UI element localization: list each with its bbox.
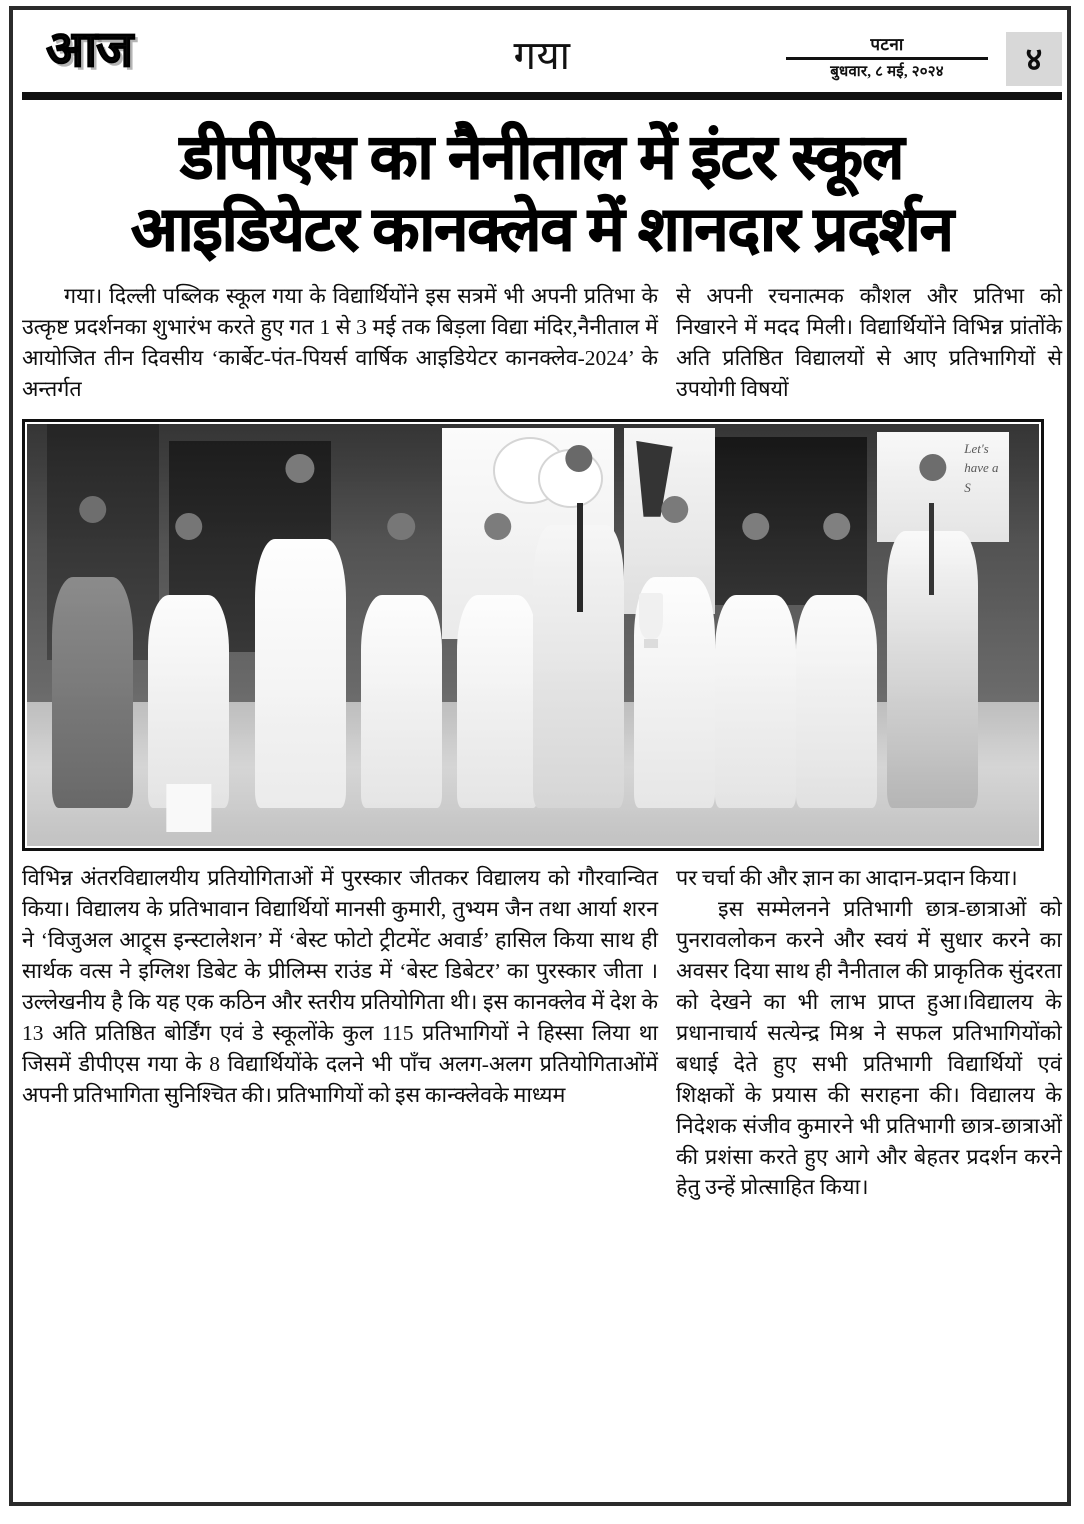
signboard-line-1: Let's (964, 440, 989, 456)
column-left-top (22, 281, 658, 405)
photo-person-head (175, 513, 203, 541)
photo-person (715, 513, 796, 808)
column-right-top (676, 281, 1062, 405)
lead-paragraph-right: से अपनी रचनात्मक कौशल और प्रतिभा को निखारने में मदद मिली। विद्यार्थियोंने विभिन्न प्रांतोंके अति प्रतिष्ठित विद्यालयों से आए प्रतिभागियों से उपयोगी विषयों (676, 284, 1062, 401)
photo-person-head (79, 496, 107, 524)
edition-city-title: गया (513, 33, 571, 78)
photo-person-head (565, 445, 592, 472)
photo-person-body (457, 595, 538, 808)
photo-person-head (919, 454, 946, 481)
photo-person (52, 496, 133, 808)
signboard-line-3: S (964, 479, 971, 495)
photo-trophy (639, 593, 662, 639)
column-right-bottom (676, 863, 1062, 1203)
photo-person-body (796, 595, 877, 808)
photo-person-body (52, 577, 133, 808)
signboard-line-2: have a (964, 460, 999, 476)
photo-person-head (484, 513, 512, 541)
photo-person-body (361, 595, 442, 808)
photo-person-head (286, 454, 315, 483)
masthead (22, 18, 1062, 96)
lead-paragraph-left: गया। दिल्ली पब्लिक स्कूल गया के विद्यार्थियोंने इस सत्रमें भी अपनी प्रतिभा के उत्कृष्ट प्रदर्शनका शुभारंभ करते हुए गत 1 से 3 मई तक बिड़ला विद्या मंदिर,नैनीताल में आयोजित तीन दिवसीय ‘कार्बेट-पंत-पियर्स वार्षिक आइडियेटर कानक्लेव-2024’ के अन्तर्गत (22, 284, 658, 401)
photo-person (255, 454, 346, 808)
photo-person-body (255, 539, 346, 808)
masthead-rule (22, 92, 1062, 100)
article-headline (22, 122, 1062, 267)
photo-person-body (148, 595, 229, 808)
photo-lanyard (929, 503, 934, 595)
photo-person-with-lanyard (887, 454, 978, 808)
page-number-badge: ४ (1006, 32, 1062, 86)
body-paragraph-right-1: पर चर्चा की और ज्ञान का आदान-प्रदान किया। (676, 865, 1018, 890)
photo-person-legs (166, 784, 211, 831)
photo-person (148, 513, 229, 808)
photo-person-head (388, 513, 416, 541)
group-photograph (27, 424, 1039, 846)
headline-line-2: आइडियेटर कानक्लेव में शानदार प्रदर्शन (131, 197, 953, 265)
photo-person-head (742, 513, 770, 541)
article-photo-frame (22, 419, 1044, 851)
region-label: पटना (870, 35, 904, 54)
newspaper-logo: आज (46, 21, 133, 77)
column-left-bottom (22, 863, 658, 1203)
body-paragraph-left: विभिन्न अंतरविद्यालयीय प्रतियोगिताओं में पुरस्कार जीतकर विद्यालय को गौरवान्वित किया। विद्यालय के प्रतिभावान विद्यार्थियों मानसी कुमारी, तुभ्यम जैन तथा आर्या शरन ने ‘विजुअल आट्र्स इन्स्टालेशन’ में ‘बेस्ट फोटो ट्रीटमेंट अवार्ड’ हासिल किया साथ ही सार्थक वत्स ने इग्लिश डिबेट के प्रीलिम्स राउंड में ‘बेस्ट डिबेटर’ का पुरस्कार जीता ।उल्लेखनीय है कि यह एक कठिन और स्तरीय प्रतियोगिता थी। इस कानक्लेव में देश के 13 अति प्रतिष्ठित बोर्डिंग एवं डे स्कूलोंके कुल 115 प्रतिभागियों ने हिस्सा लिया था जिसमें डीपीएस गया के 8 विद्यार्थियोंके दलने भी पाँच अलग-अलग प्रतियोगिताओंमें अपनी प्रतिभागिता सुनिश्चित की। प्रतिभागियों को इस कान्क्लेवके माध्यम (22, 865, 658, 1107)
dateline-divider (786, 57, 988, 60)
photo-person (457, 513, 538, 808)
dateline-block (786, 34, 988, 82)
photo-person-head (661, 496, 689, 524)
article-bottom-columns (22, 863, 1062, 1203)
publication-date: बुधवार, ८ मई, २०२४ (830, 64, 944, 81)
photo-person (361, 513, 442, 808)
article-top-columns (22, 281, 1062, 405)
headline-line-1: डीपीएस का नैनीताल में इंटर स्कूल (180, 124, 904, 192)
photo-necktie (577, 503, 583, 612)
photo-person-body (715, 595, 796, 808)
photo-person (796, 513, 877, 808)
photo-person-with-tie (533, 445, 624, 808)
photo-person-head (823, 513, 851, 541)
body-paragraph-right-2: इस सम्मेलनने प्रतिभागी छात्र-छात्राओं को पुनरावलोकन करने और स्वयं में सुधार करने का अवसर दिया साथ ही नैनीताल की प्राकृतिक सुंदरता को देखने का भी लाभ प्राप्त हुआ।विद्यालय के प्रधानाचार्य सत्येन्द्र मिश्र ने सफल प्रतिभागियोंको बधाई देते हुए सभी प्रतिभागी विद्यार्थियों एवं शिक्षकों के प्रयास की सराहना की। विद्यालय के निदेशक संजीव कुमारने भी प्रतिभागी छात्र-छात्राओं की प्रशंसा करते हुए आगे और बेहतर प्रदर्शन करने हेतु उन्हें प्रोत्साहित किया। (676, 896, 1062, 1200)
photo-person (634, 496, 715, 808)
